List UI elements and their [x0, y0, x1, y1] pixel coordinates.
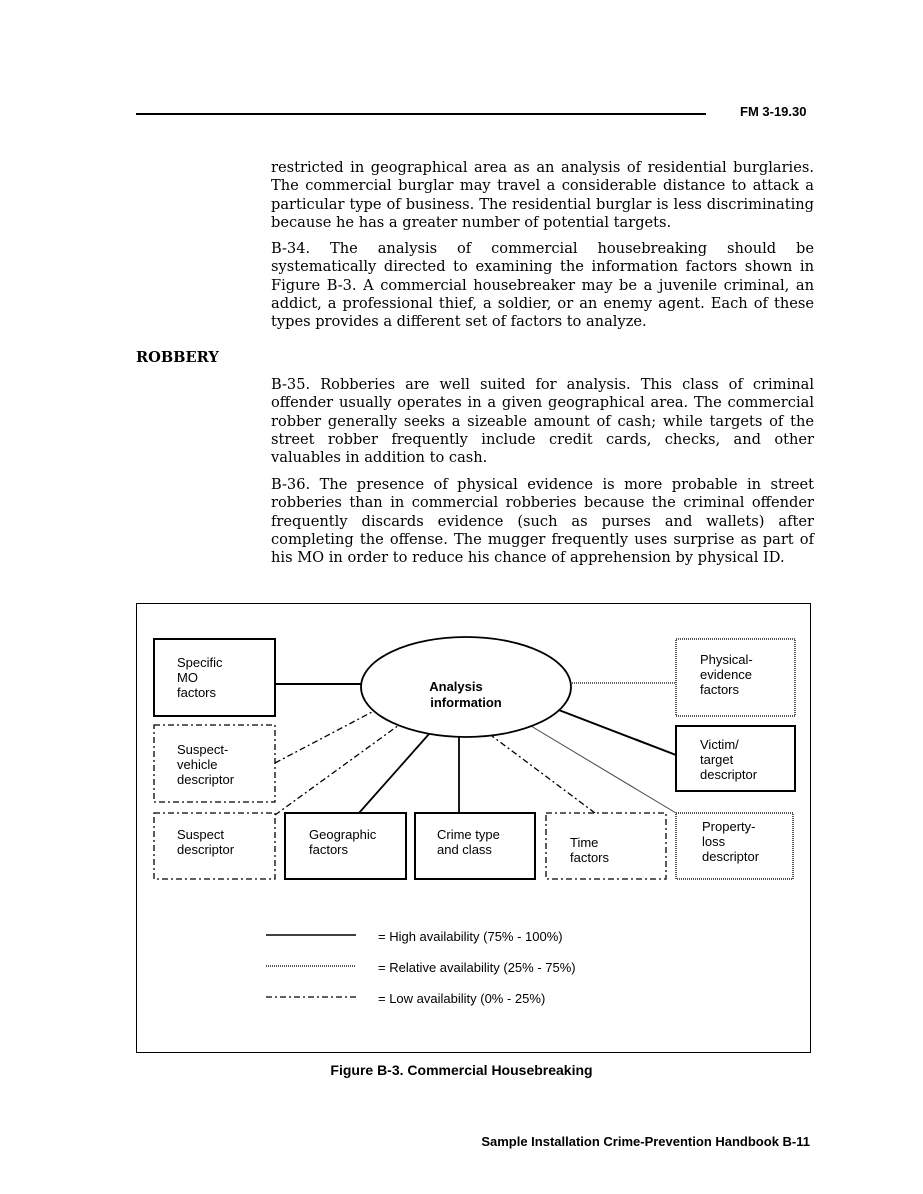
center-label-line1: Analysis — [429, 679, 483, 694]
node-crime-type-line1: Crime type — [437, 827, 500, 842]
node-time-line1: Time — [570, 835, 599, 850]
node-crime-type-line2: and class — [437, 842, 492, 857]
legend-label-low: = Low availability (0% - 25%) — [378, 991, 546, 1006]
node-suspect-line2: descriptor — [177, 842, 235, 857]
paragraph-b36: B-36. The presence of physical evidence is more probable in street robberies than in commercial robberies because the criminal offender frequently discards evidence (such as purses and wallets) after completing the offense. The mugger frequently uses surprise as part of his MO in order to reduce his chance of apprehension by physical ID. — [271, 476, 814, 567]
node-specific-mo-line2: MO — [177, 670, 198, 685]
node-specific-mo — [154, 639, 275, 716]
connector-suspect — [275, 725, 399, 815]
page-footer: Sample Installation Crime-Prevention Handbook B-11 — [481, 1134, 810, 1149]
node-property-loss-line2: loss — [702, 834, 726, 849]
section-heading-robbery: ROBBERY — [136, 349, 219, 366]
node-time-line2: factors — [570, 850, 610, 865]
figure-diagram — [136, 603, 811, 1053]
node-victim-target-line2: target — [700, 752, 734, 767]
document-id: FM 3-19.30 — [740, 104, 807, 119]
figure-caption: Figure B-3. Commercial Housebreaking — [330, 1062, 593, 1078]
node-suspect-line1: Suspect — [177, 827, 224, 842]
legend — [266, 929, 576, 1006]
node-suspect-vehicle-line1: Suspect- — [177, 742, 229, 757]
node-geographic-line2: factors — [309, 842, 349, 857]
node-specific-mo-line3: factors — [177, 685, 217, 700]
node-suspect-vehicle-line3: descriptor — [177, 772, 235, 787]
paragraph-b34: B-34. The analysis of commercial housebreaking should be systematically directed to examining the information factors shown in Figure B-3. A commercial housebreaker may be a juvenile criminal, an addict, a professional thief, a soldier, or an enemy agent. Each of these types provides a different set of factors to analyze. — [271, 240, 814, 331]
node-victim-target-line1: Victim/ — [700, 737, 739, 752]
node-physical-evidence-line2: evidence — [700, 667, 753, 682]
node-property-loss-line3: descriptor — [702, 849, 760, 864]
node-specific-mo-line1: Specific — [177, 655, 223, 670]
legend-label-high: = High availability (75% - 100%) — [378, 929, 563, 944]
header-rule — [136, 113, 706, 115]
node-geographic-line1: Geographic — [309, 827, 377, 842]
legend-label-relative: = Relative availability (25% - 75%) — [378, 960, 576, 975]
node-victim-target-line3: descriptor — [700, 767, 758, 782]
node-property-loss-line1: Property- — [702, 819, 756, 834]
node-physical-evidence-line3: factors — [700, 682, 740, 697]
node-suspect-vehicle-line2: vehicle — [177, 757, 218, 772]
paragraph-b35: B-35. Robberies are well suited for analysis. This class of criminal offender usually operates in a given geographical area. The commercial robber generally seeks a sizeable amount of cash; while targets of the street robber frequently include credit cards, checks, and other valuables in addition to cash. — [271, 376, 814, 467]
node-time — [546, 813, 666, 879]
paragraph-continued: restricted in geographical area as an analysis of residential burglaries. The commercial burglar may travel a considerable distance to attack a particular type of business. The residential burglar is less discriminating because he has a greater number of potential targets. — [271, 159, 814, 231]
connector-time — [492, 736, 595, 813]
connector-property-loss — [531, 726, 676, 813]
center-label-line2: information — [430, 695, 502, 710]
node-physical-evidence-line1: Physical- — [700, 652, 753, 667]
connector-victim-target — [551, 707, 676, 755]
